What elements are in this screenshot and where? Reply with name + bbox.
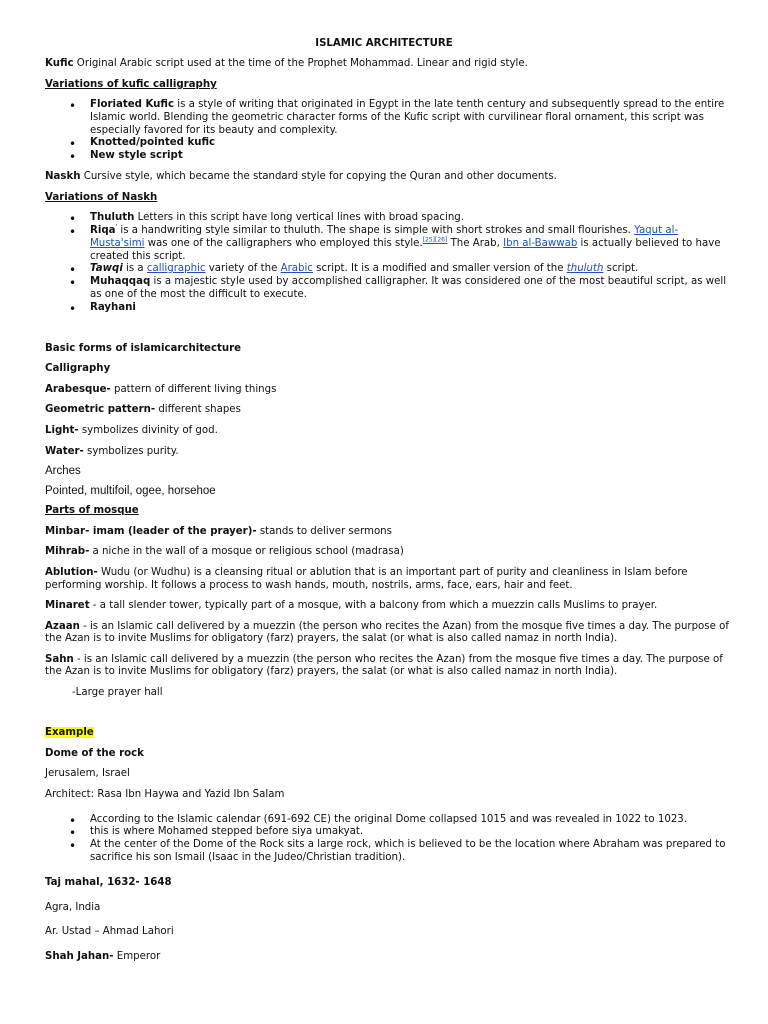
- riqa-line1: [90, 225, 678, 238]
- riqa-text4: is actually believed to have: [577, 238, 721, 249]
- mihrab-term: Mihrab-: [45, 546, 90, 557]
- naskh-variations-heading: Variations of Naskh: [45, 192, 158, 203]
- minbar-term: Minbar- imam (leader of the prayer)-: [45, 526, 257, 537]
- dome-title: Dome of the rock: [45, 748, 144, 759]
- geometric-term: Geometric pattern-: [45, 404, 156, 415]
- azaan-text1: - is an Islamic call delivered by a muezzin (the person who recites the Azan) from the mosque five times a day. The purpose of: [79, 621, 729, 632]
- thuluth-text: Letters in this script have long vertical lines with broad spacing.: [134, 212, 464, 223]
- bullet-icon: •: [69, 263, 77, 277]
- basic-forms-heading: Basic forms of islamicarchitecture: [45, 343, 242, 354]
- taj-architect: Ar. Ustad – Ahmad Lahori: [45, 926, 174, 937]
- arabesque-item: [45, 384, 276, 397]
- tawqi-term: Tawqi: [90, 263, 123, 274]
- sahn-term: Sahn: [45, 654, 74, 665]
- yaqut-link[interactable]: Yaqut al-: [634, 225, 679, 236]
- prayer-hall-item: -Large prayer hall: [72, 687, 163, 698]
- bullet-icon: •: [69, 839, 77, 853]
- tawqi-text4: script.: [603, 263, 639, 274]
- sahn-line2: the Azan is to invite Muslims for obligatory (farz) prayers, the salat (or what is also called namaz in north India).: [45, 666, 618, 677]
- azaan-line1: [45, 621, 729, 634]
- mihrab-text: a niche in the wall of a mosque or religious school (madrasa): [89, 546, 404, 557]
- citation-link[interactable]: [25][26]: [422, 236, 448, 244]
- kufic-variations-heading: Variations of kufic calligraphy: [45, 79, 217, 90]
- dome-bullet3-line2: sacrifice his son Ismail (Isaac in the Judeo/Christian tradition).: [90, 852, 406, 863]
- water-text: symbolizes purity.: [83, 446, 179, 457]
- sahn-text1: - is an Islamic call delivered by a muezzin (the person who recites the Azan) from the mosque five times a day. The purpose of: [73, 654, 723, 665]
- ibn-al-bawwab-link[interactable]: Ibn al-Bawwab: [503, 238, 578, 249]
- naskh-text: Cursive style, which became the standard style for copying the Quran and other documents.: [80, 171, 557, 182]
- azaan-term: Azaan: [45, 621, 80, 632]
- taj-patron-text: Emperor: [113, 951, 161, 962]
- minbar-item: [45, 526, 392, 539]
- floriated-kufic-line2: Islamic world. Blending the geometric character forms of the Kufic script with curvilinear floral ornament, this script was: [90, 112, 704, 123]
- calligraphy-heading: Calligraphy: [45, 363, 111, 374]
- riqa-line3: created this script.: [90, 251, 186, 262]
- ablution-line1: [45, 567, 688, 580]
- tawqi-text2: variety of the: [205, 263, 281, 274]
- kufic-term: Kufic: [45, 58, 74, 69]
- mihrab-item: [45, 546, 404, 559]
- geometric-text: different shapes: [155, 404, 241, 415]
- naskh-definition: [45, 171, 557, 184]
- ablution-line2: performing worship. It follows a process to wash hands, mouth, nostrils, arms, face, ears, hair and feet.: [45, 580, 573, 591]
- arches-heading: Arches: [45, 465, 81, 477]
- riqa-text2: was one of the calligraphers who employed this style.: [144, 238, 423, 249]
- kufic-definition: [45, 58, 528, 71]
- water-item: [45, 446, 179, 459]
- parts-of-mosque-heading: Parts of mosque: [45, 505, 139, 516]
- dome-architect: Architect: Rasa Ibn Haywa and Yazid Ibn Salam: [45, 789, 285, 800]
- sahn-line1: [45, 654, 723, 667]
- tawqi-text1: is a: [122, 263, 147, 274]
- bullet-icon: •: [69, 150, 77, 164]
- arabic-link[interactable]: Arabic: [280, 263, 313, 274]
- arabesque-term: Arabesque-: [45, 384, 111, 395]
- ablution-term: Ablution-: [45, 567, 98, 578]
- bullet-icon: •: [69, 137, 77, 151]
- muhaqqaq-term: Muhaqqaq: [90, 276, 151, 287]
- thuluth-term: Thuluth: [90, 212, 135, 223]
- knotted-kufic-item: Knotted/pointed kufic: [90, 137, 216, 148]
- arch-types: Pointed, multifoil, ogee, horsehoe: [45, 485, 216, 497]
- muhaqqaq-text1: is a majestic style used by accomplished calligrapher. It was considered one of the most beautiful script, as well: [150, 276, 727, 287]
- example-label: [45, 727, 94, 740]
- tawqi-item: [90, 263, 638, 276]
- bullet-icon: •: [69, 225, 77, 239]
- page-title: ISLAMIC ARCHITECTURE: [315, 38, 453, 49]
- bullet-icon: •: [69, 302, 77, 316]
- thuluth-link[interactable]: thuluth: [566, 263, 604, 274]
- riqa-text3: The Arab,: [447, 238, 504, 249]
- muhaqqaq-line1: [90, 276, 726, 289]
- arabesque-text: pattern of different living things: [110, 384, 277, 395]
- bullet-icon: •: [69, 99, 77, 113]
- floriated-kufic-line3: especially favored for its beauty and complexity.: [90, 125, 338, 136]
- floriated-kufic-text1: is a style of writing that originated in Egypt in the late tenth century and subsequently spread to the entire: [174, 99, 725, 110]
- minaret-item: [45, 600, 657, 613]
- bullet-icon: •: [69, 212, 77, 226]
- example-highlight: Example: [45, 727, 94, 738]
- bullet-icon: •: [69, 826, 77, 840]
- taj-patron: [45, 951, 160, 964]
- light-item: [45, 425, 218, 438]
- calligraphic-link[interactable]: calligraphic: [146, 263, 206, 274]
- light-text: symbolizes divinity of god.: [78, 425, 218, 436]
- taj-patron-term: Shah Jahan-: [45, 951, 114, 962]
- rayhani-item: Rayhani: [90, 302, 136, 313]
- riqa-text1: is a handwriting style similar to thuluth. The shape is simple with short strokes and small flourishes.: [117, 225, 635, 236]
- ablution-text1: Wudu (or Wudhu) is a cleansing ritual or ablution that is an important part of purity and cleanliness in Islam before: [97, 567, 688, 578]
- new-style-script-item: New style script: [90, 150, 183, 161]
- kufic-text: Original Arabic script used at the time of the Prophet Mohammad. Linear and rigid style.: [73, 58, 528, 69]
- tawqi-text3: script. It is a modified and smaller version of the: [312, 263, 567, 274]
- dome-bullet3-line1: At the center of the Dome of the Rock sits a large rock, which is believed to be the location where Abraham was prepared to: [90, 839, 726, 850]
- bullet-icon: •: [69, 276, 77, 290]
- riqa-mark: ': [115, 223, 118, 231]
- minaret-term: Minaret: [45, 600, 90, 611]
- taj-title: Taj mahal, 1632- 1648: [45, 877, 172, 888]
- riqa-term: Riqa: [90, 225, 116, 236]
- dome-location: Jerusalem, Israel: [45, 768, 130, 779]
- water-term: Water-: [45, 446, 84, 457]
- minaret-text: - a tall slender tower, typically part of a mosque, with a balcony from which a muezzin calls Muslims to prayer.: [89, 600, 658, 611]
- floriated-kufic-term: Floriated Kufic: [90, 99, 175, 110]
- riqa-line2: [90, 238, 721, 251]
- floriated-kufic-line1: [90, 99, 724, 112]
- bullet-icon: •: [69, 814, 77, 828]
- geometric-item: [45, 404, 241, 417]
- dome-bullet1: According to the Islamic calendar (691-692 CE) the original Dome collapsed 1015 and was revealed in 1022 to 1023.: [90, 814, 688, 825]
- muhaqqaq-line2: as one of the most the difficult to execute.: [90, 289, 308, 300]
- naskh-term: Naskh: [45, 171, 81, 182]
- light-term: Light-: [45, 425, 79, 436]
- dome-bullet2: this is where Mohamed stepped before siya umakyat.: [90, 826, 364, 837]
- minbar-text: stands to deliver sermons: [256, 526, 392, 537]
- thuluth-item: [90, 212, 464, 225]
- mustasimi-link[interactable]: Musta'simi: [90, 238, 145, 249]
- azaan-line2: the Azan is to invite Muslims for obligatory (farz) prayers, the salat (or what is also called namaz in north India).: [45, 633, 618, 644]
- taj-location: Agra, India: [45, 902, 101, 913]
